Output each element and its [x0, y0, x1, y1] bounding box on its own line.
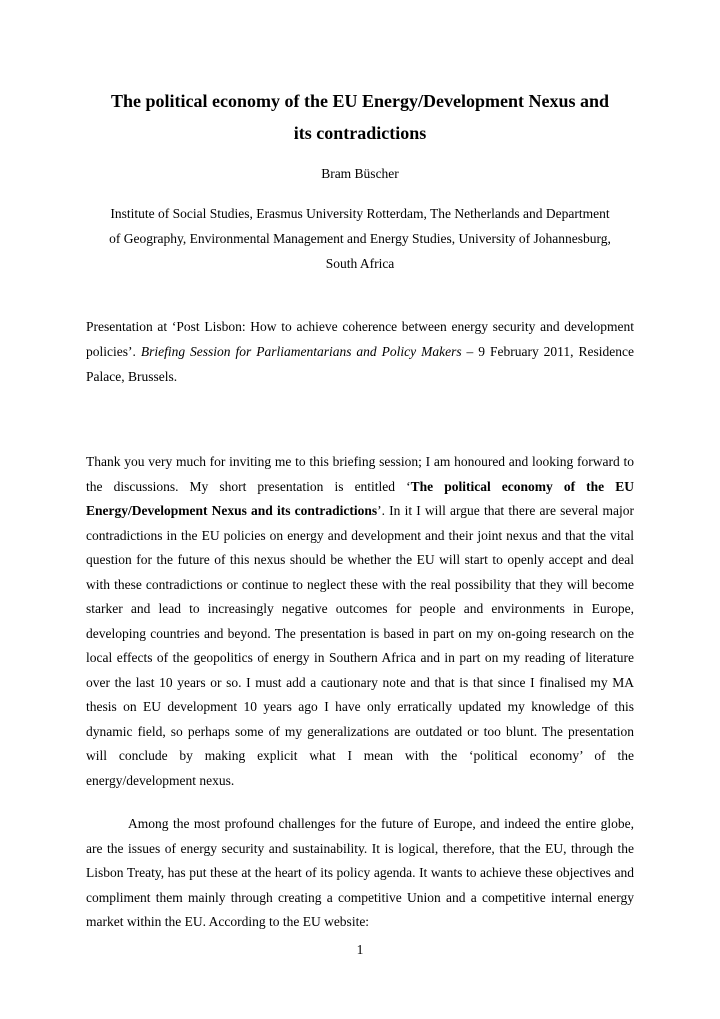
title-line-2: its contradictions	[293, 123, 427, 143]
presentation-date-venue: – 9 February 2011, Residence Palace, Brussels.	[86, 344, 634, 384]
body-paragraph-2: Among the most profound challenges for the future of Europe, and indeed the entire globe, are the issues of energy security and sustainability. It is logical, therefore, that the EU, through the Lisbon Treaty, has put these at the heart of its policy agenda. It wants to achieve these objectives and compliment them mainly through creating a competitive Union and a competitive internal energy market within the EU. According to the EU website:	[86, 816, 634, 929]
document-title	[80, 85, 640, 149]
author-name: Bram Büscher	[321, 166, 399, 181]
affiliation-line-1: Institute of Social Studies, Erasmus University Rotterdam, The Netherlands and Department	[110, 206, 610, 221]
affiliation-line-2: of Geography, Environmental Management and Energy Studies, University of Johannesburg,	[109, 231, 611, 246]
affiliation-line-3: South Africa	[325, 256, 395, 271]
paragraph-1-intro: Thank you very much for inviting me to this briefing session; I am honoured and looking forward to the discussions. My short presentation is entitled ‘	[86, 454, 634, 494]
paragraph-1-presentation-title: The political economy of the EU Energy/Development Nexus and its contradictions	[86, 478, 634, 518]
title-line-1: The political economy of the EU Energy/Development Nexus and	[111, 91, 609, 111]
body-paragraph-1	[86, 450, 634, 793]
author-affiliation	[80, 201, 640, 276]
presentation-text: Presentation at ‘Post Lisbon: How to achieve coherence between energy security and development policies’.	[86, 319, 634, 359]
presentation-note	[86, 314, 634, 389]
presentation-session-name: Briefing Session for Parliamentarians and Policy Makers	[140, 344, 462, 359]
paragraph-1-body: ’. In it I will argue that there are several major contradictions in the EU policies on energy and development and their joint nexus and that the vital question for the future of this nexus should be whether the EU will start to openly accept and deal with these contradictions or continue to neglect these with the real possibility that they will become starker and lead to increasingly negative outcomes for people and environments in Europe, developing countries and beyond. The presentation is based in part on my on-going research on the local effects of the geopolitics of energy in Southern Africa and in part on my reading of literature over the last 10 years or so. I must add a cautionary note and that is that since I finalised my MA thesis on EU development 10 years ago I have only erratically updated my knowledge of this dynamic field, so perhaps some of my generalizations are outdated or too blunt. The presentation will conclude by making explicit what I mean with the ‘political economy’ of the energy/development nexus.	[86, 503, 634, 788]
page-number: 1	[356, 942, 364, 957]
